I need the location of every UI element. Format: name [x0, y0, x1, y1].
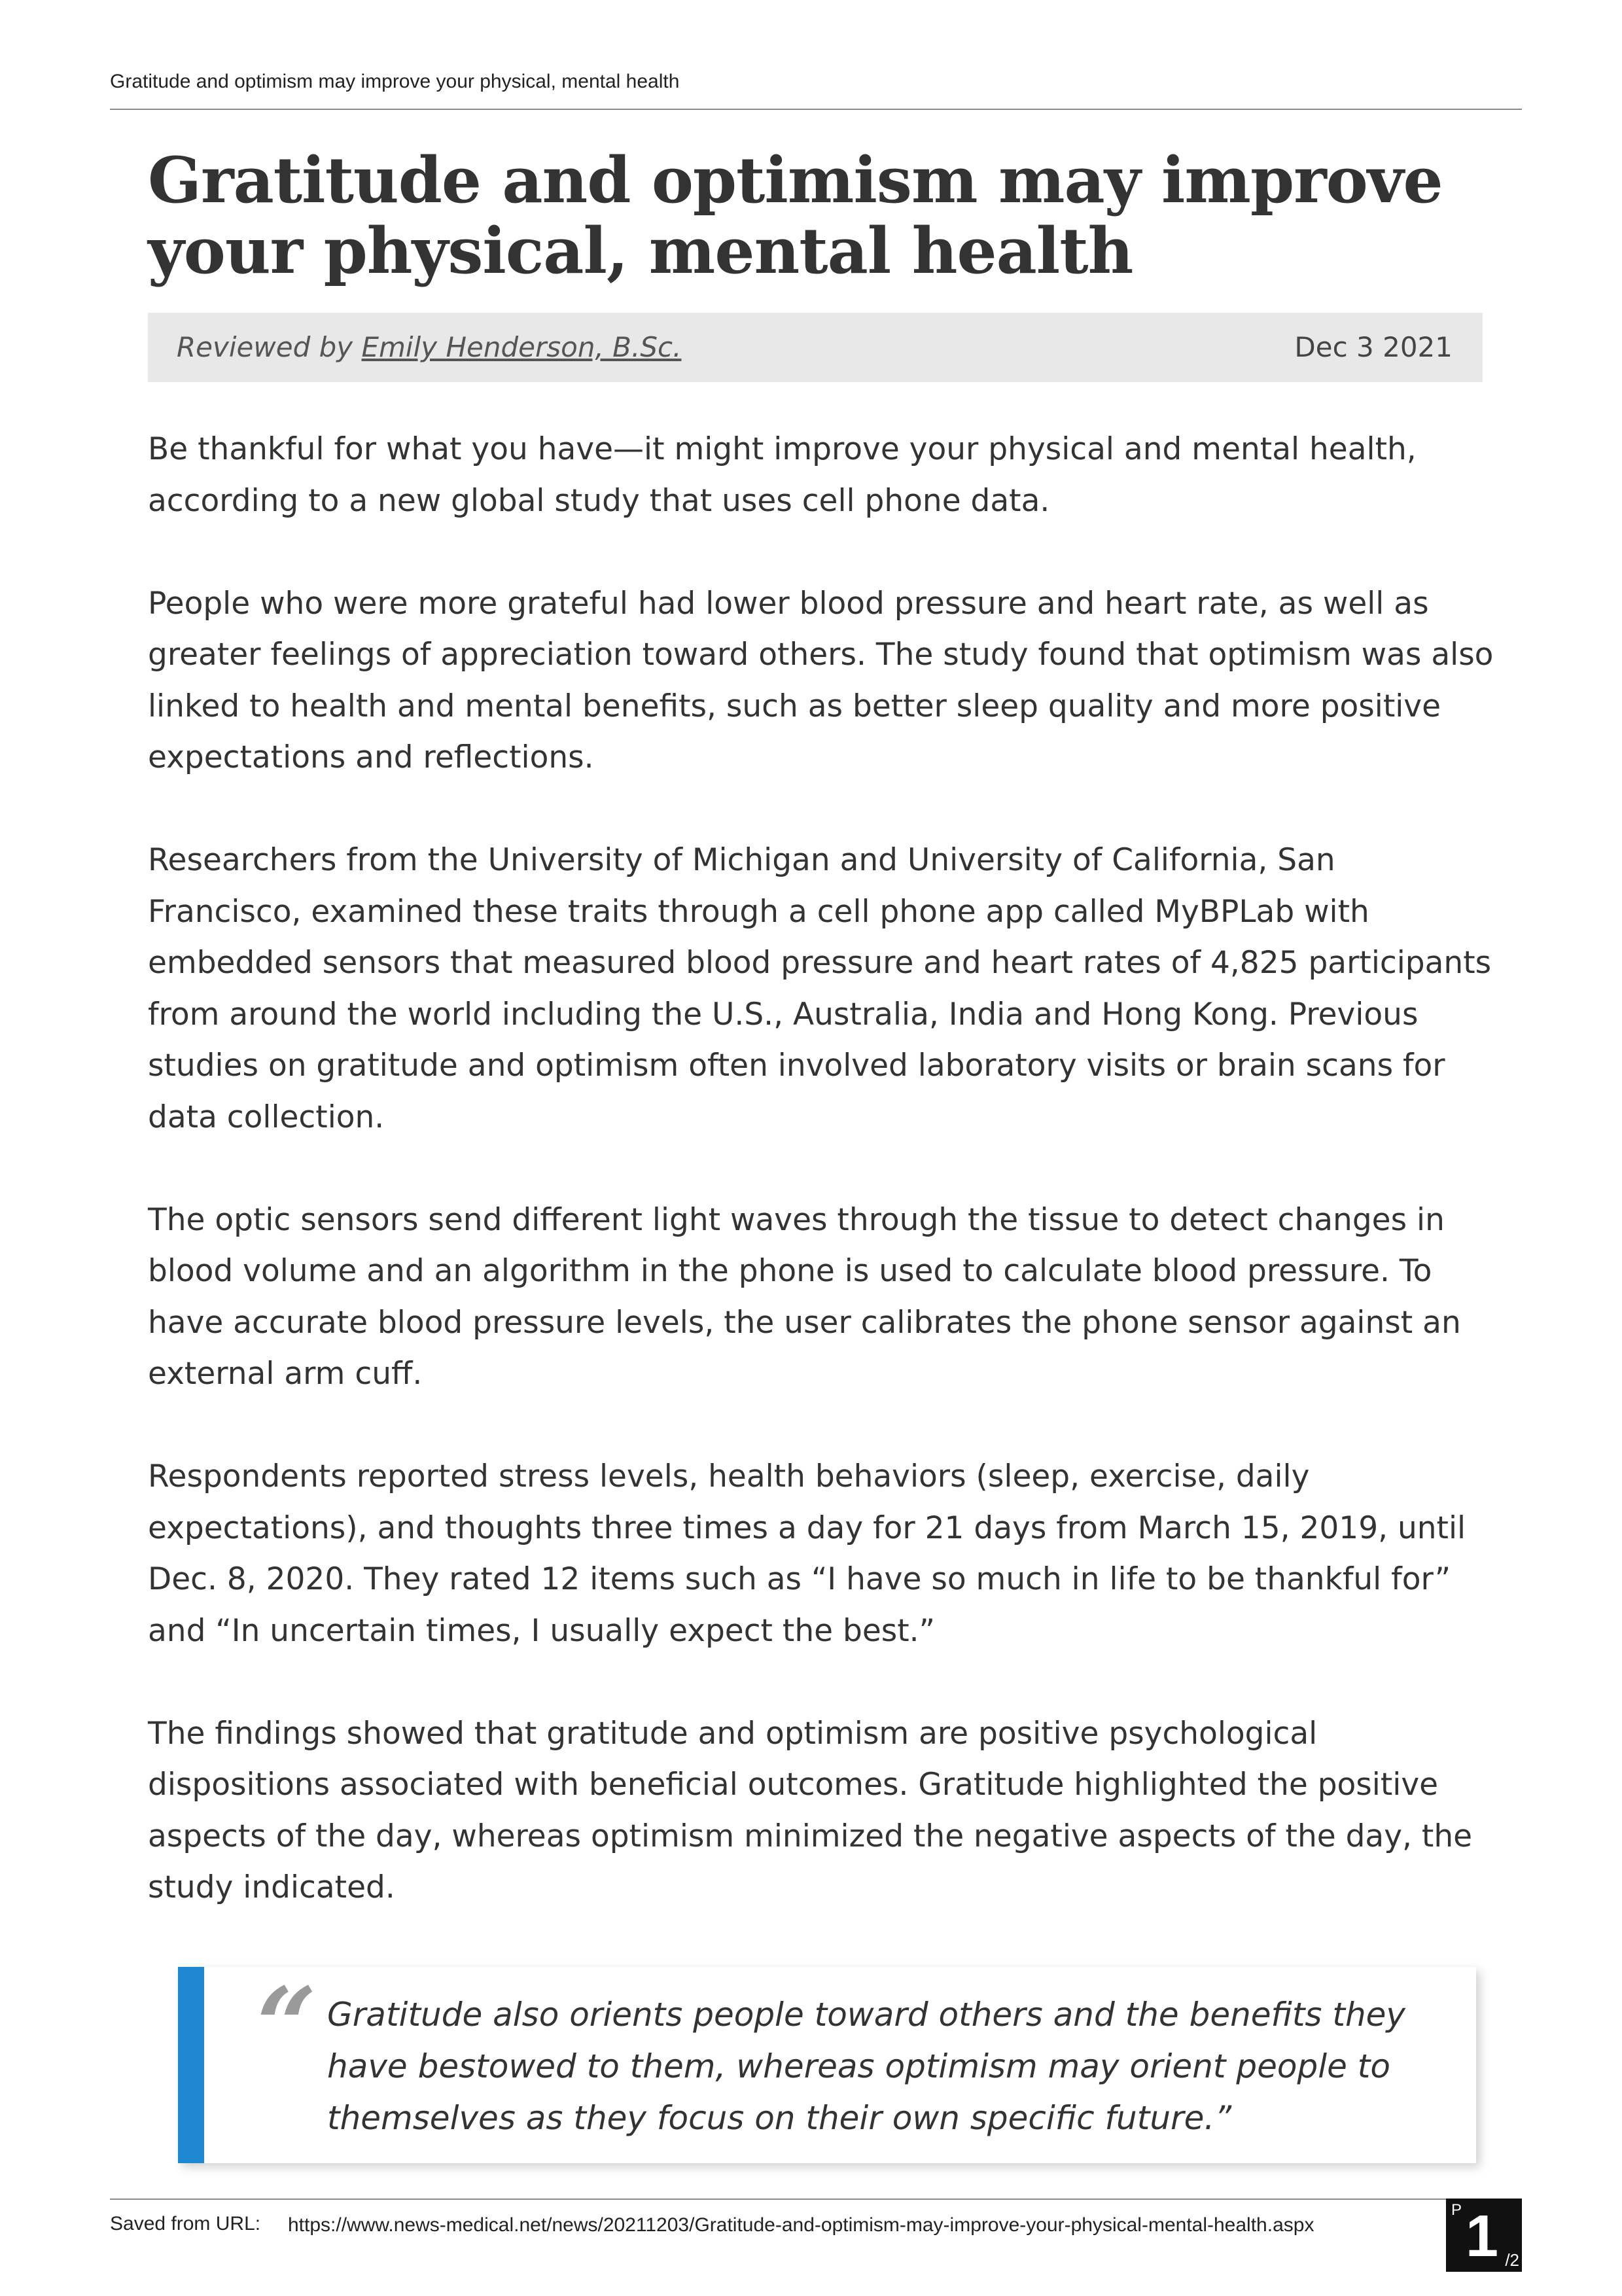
page-total: /2: [1505, 2250, 1519, 2270]
byline-prefix: Reviewed by: [177, 331, 353, 363]
paragraph: Researchers from the University of Michigan and University of California, San Francisco, examined these traits through a cell phone app called MyBPLab with embedded sensors that measured blood pressure and heart rates of 4,825 participants from around the world including the U.S., Australia, India and Hong Kong. Previous studies on gratitude and optimism often involved laboratory visits or brain scans for data collection.: [148, 842, 1492, 1135]
pullquote: [178, 1964, 1476, 2163]
byline: [177, 331, 681, 363]
header-divider: [110, 109, 1522, 110]
paragraph: Respondents reported stress levels, health behaviors (sleep, exercise, daily expectations), and thoughts three times a day for 21 days from March 15, 2019, until Dec. 8, 2020. They rated 12 items such as “I have so much in life to be thankful for” and “In uncertain times, I usually expect the best.”: [148, 1458, 1466, 1649]
page-prefix: P: [1451, 2201, 1462, 2219]
reviewer-link[interactable]: Emily Henderson, B.Sc.: [361, 331, 682, 363]
quote-mark-icon: “: [256, 1964, 317, 2087]
pullquote-text: Gratitude also orients people toward others and the benefits they have bestowed to them, whereas optimism may orient people to themselves as they focus on their own specific future.”: [327, 1996, 1406, 2137]
saved-from-label: Saved from URL:: [110, 2213, 261, 2234]
paragraph: The findings showed that gratitude and optimism are positive psychological dispositions associated with beneficial outcomes. Gratitude highlighted the positive aspects of the day, whereas optimism minimized the negative aspects of the day, the study indicated.: [148, 1715, 1473, 1905]
article-title: Gratitude and optimism may improve your physical, mental health: [148, 143, 1443, 288]
article-body: [148, 424, 1496, 1965]
page-number: 1: [1466, 2204, 1499, 2269]
paragraph: Be thankful for what you have—it might improve your physical and mental health, according to a new global study that uses cell phone data.: [148, 431, 1417, 519]
publish-date: Dec 3 2021: [1294, 331, 1453, 363]
paragraph: The optic sensors send different light waves through the tissue to detect changes in blood volume and an algorithm in the phone is used to calculate blood pressure. To have accurate blood pressure levels, the user calibrates the phone sensor against an external arm cuff.: [148, 1201, 1461, 1392]
footer-divider: [110, 2199, 1522, 2200]
running-header: Gratitude and optimism may improve your physical, mental health: [110, 71, 680, 92]
page-number-badge: [1446, 2199, 1522, 2272]
paragraph: People who were more grateful had lower blood pressure and heart rate, as well as greater feelings of appreciation toward others. The study found that optimism was also linked to health and mental benefits, such as better sleep quality and more positive expectations and reflections.: [148, 585, 1494, 775]
byline-bar: [148, 313, 1483, 382]
source-url[interactable]: https://www.news-medical.net/news/20211203/Gratitude-and-optimism-may-improve-your-physical-mental-health.aspx: [288, 2214, 1314, 2236]
